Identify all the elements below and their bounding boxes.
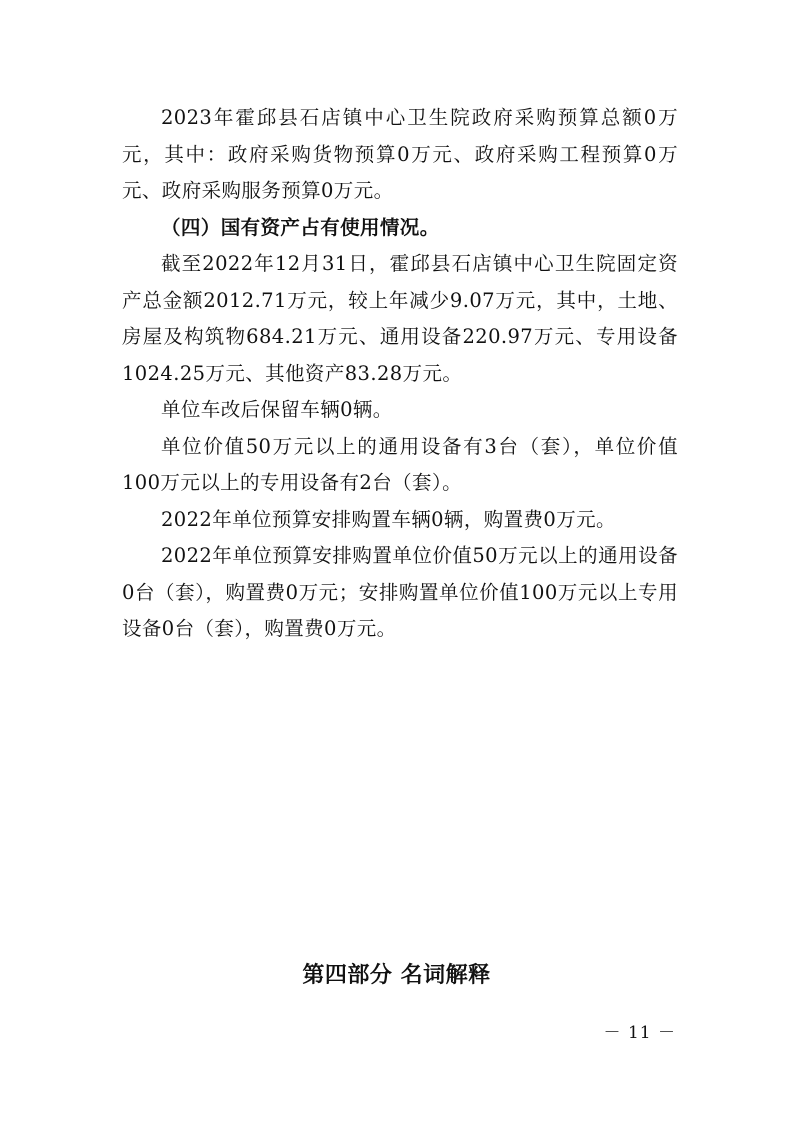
paragraph-fixed-assets: 截至2022年12月31日，霍邱县石店镇中心卫生院固定资产总金额2012.71万元，较上年减少9.07万元，其中，土地、房屋及构筑物684.21万元、通用设备220.97万元、专用设备1024.25万元、其他资产83.28万元。 xyxy=(122,252,678,385)
part-title: 第四部分 名词解释 xyxy=(302,963,491,988)
paragraph-equipment-count: 单位价值50万元以上的通用设备有3台（套），单位价值100万元以上的专用设备有2台（套）。 xyxy=(122,434,678,494)
page-content xyxy=(122,100,678,648)
paragraph-equipment-purchase: 2022年单位预算安排购置单位价值50万元以上的通用设备0台（套），购置费0万元；安排购置单位价值100万元以上专用设备0台（套），购置费0万元。 xyxy=(122,544,678,640)
section-heading-state-assets: （四）国有资产占有使用情况。 xyxy=(161,215,440,239)
paragraph-vehicle-purchase: 2022年单位预算安排购置车辆0辆，购置费0万元。 xyxy=(161,507,616,531)
paragraph-procurement-budget: 2023年霍邱县石店镇中心卫生院政府采购预算总额0万元，其中：政府采购货物预算0万元、政府采购工程预算0万元、政府采购服务预算0万元。 xyxy=(122,106,678,202)
page-number: － 11 － xyxy=(603,1023,676,1043)
paragraph-vehicles-retained: 单位车改后保留车辆0辆。 xyxy=(161,398,393,421)
